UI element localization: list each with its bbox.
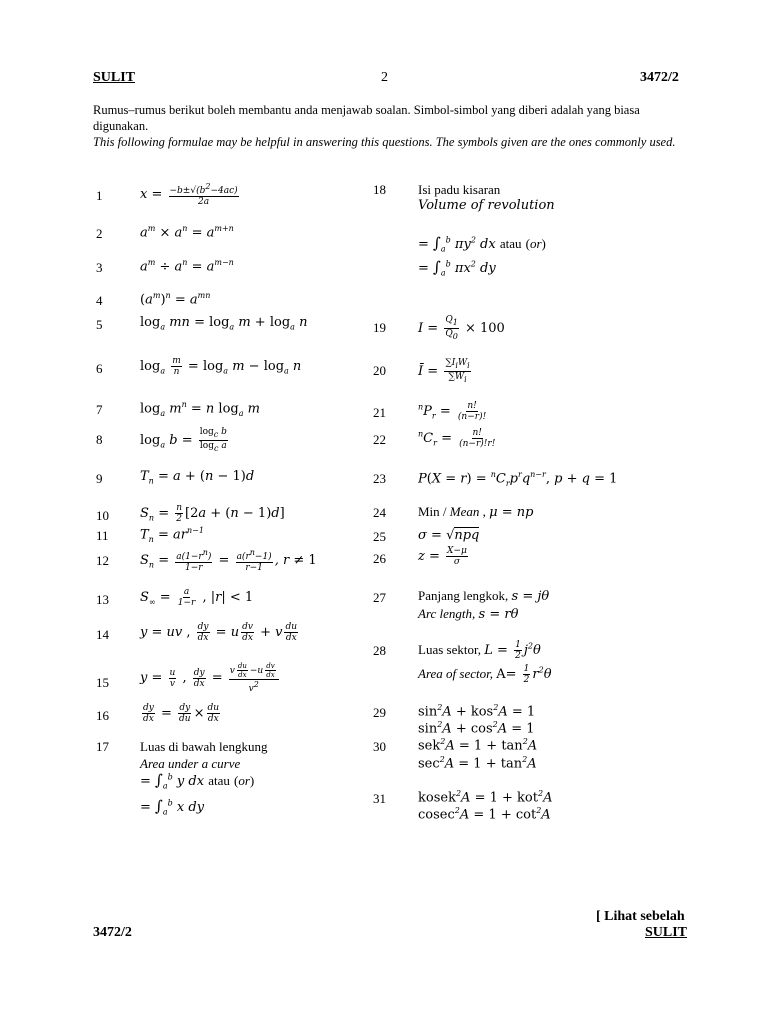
- formula-number: 29: [373, 705, 386, 720]
- formula-cosec-cot: $cosec^2A = 1 + \cot^2A$: [418, 806, 551, 823]
- formula-number: 3: [96, 260, 103, 275]
- formula-number: 22: [373, 432, 386, 447]
- formula-number: 9: [96, 471, 103, 486]
- formula-sector-area-english: Area of sector, A= $\frac{1}{2}$ $r^2\theta$: [418, 664, 552, 685]
- formula-number: 6: [96, 361, 103, 376]
- formula-kosek-kot: kosek$^2$A = 1 + kot$^2$A: [418, 789, 553, 806]
- formula-sec-tan: $\sec^2A = 1 + \tan^2A$: [418, 755, 537, 772]
- formula-combination: $^nC_r$ = $\frac{n!}{(n-r)!r!}$: [418, 428, 496, 449]
- intro-malay: Rumus–rumus berikut boleh membantu anda menjawab soalan. Simbol-simbol yang diberi adalah yang biasa digunakan.: [93, 103, 640, 133]
- formula-number: 30: [373, 739, 386, 754]
- formula-number: 17: [96, 739, 109, 754]
- or-label: or: [238, 773, 250, 788]
- formula-number: 10: [96, 508, 109, 523]
- formula-number: 18: [373, 182, 386, 197]
- formula-number: 2: [96, 226, 103, 241]
- formula-number: 12: [96, 553, 109, 568]
- formula-pythagorean-sin-kos: $\sin^2A + kos^2A = 1$: [418, 703, 536, 720]
- formula-index-divide: $a^m \div a^n = a^{m-n}$: [140, 258, 234, 275]
- page-number: 2: [381, 70, 388, 85]
- formula-volume-x2-dy: = $\int_a^b$ $\pi x^2$ dy: [418, 258, 496, 278]
- formula-z-score: z = $\frac{X-\mu}{\sigma}$: [418, 546, 467, 567]
- formula-quadratic: x = $\frac{-b\pm√(b^2-4ac)}{2a}$: [140, 182, 238, 207]
- formula-composite-index: Ī = $\sum I_iW_i$ $\sum W_i$: [418, 358, 470, 384]
- volume-revolution-english: Volume of revolution: [418, 198, 555, 213]
- formula-mean: Min / Mean , μ = np: [418, 504, 534, 520]
- formula-number: 4: [96, 293, 103, 308]
- formula-sek-tan: $sek^2A = 1 + \tan^2A$: [418, 737, 538, 754]
- formula-gp-sum: $S_n$ = $\frac{a(1-r^n)}{1-r}$ = $\frac{a(r^n-1)}{r-1}$ , r ≠ 1: [140, 548, 317, 573]
- formula-number: 14: [96, 627, 109, 642]
- formula-gp-term: $T_n = ar^{n-1}$: [140, 526, 204, 544]
- footer-paper-code: 3472/2: [93, 925, 132, 940]
- formula-ap-sum: $S_n$ = $\frac{n}{2}$ [2a + (n − 1)d]: [140, 503, 285, 524]
- formula-index-multiply: $a^m \times a^n = a^{m+n}$: [140, 224, 234, 241]
- formula-permutation: $^nP_r$ = $\frac{n!}{(n-r)!}$: [418, 401, 487, 422]
- formula-number: 23: [373, 471, 386, 486]
- formula-number: 26: [373, 551, 386, 566]
- volume-revolution-malay: Isi padu kisaran: [418, 182, 501, 197]
- formula-number: 13: [96, 592, 109, 607]
- formula-number: 28: [373, 643, 386, 658]
- formula-index-number: I = $\frac{Q_1}{Q_0}$ × 100: [418, 315, 505, 341]
- formula-sector-area-malay: Luas sektor, L = $\frac{1}{2}$ $j^2\theta$: [418, 640, 541, 661]
- formula-product-rule: y = uv , $\frac{dy}{dx}$ = u $\frac{dv}{dx}$ + v $\frac{du}{dx}$: [140, 622, 298, 643]
- formula-number: 7: [96, 402, 103, 417]
- formula-number: 27: [373, 590, 386, 605]
- formula-number: 20: [373, 363, 386, 378]
- formula-number: 19: [373, 320, 386, 335]
- formula-number: 16: [96, 708, 109, 723]
- formula-number: 1: [96, 188, 103, 203]
- formula-log-power: $\log_a m^n = n$ $\log_a m$: [140, 400, 260, 418]
- formula-quotient-rule: y = $\frac{u}{v}$ , $\frac{dy}{dx}$ = v $\frac{du}{dx}$ −u $\frac{dv}{dx}$ $v^2$: [140, 662, 281, 694]
- formula-volume-y2-dx: = $\int_a^b$ $\pi y^2$ dx atau (or): [418, 234, 546, 254]
- formula-number: 21: [373, 405, 386, 420]
- header-sulit: SULIT: [93, 70, 136, 85]
- formula-arc-length-english: Arc length, s = rθ: [418, 606, 519, 622]
- formula-gp-sum-infinity: $S_\infty$ = $\frac{a}{1-r}$ , |r| < 1: [140, 587, 254, 608]
- formula-number: 25: [373, 529, 386, 544]
- formula-index-power: $(a^m)^n = a^{mn}$: [140, 291, 211, 308]
- formula-number: 11: [96, 528, 109, 543]
- formula-number: 31: [373, 791, 386, 806]
- formula-log-change-base: $\log_a b$ = $\frac{\log_c b}{\log_c a}$: [140, 427, 227, 453]
- formula-log-product: $\log_a$ mn = $\log_a m + \log_a n$: [140, 315, 308, 332]
- formula-number: 8: [96, 432, 103, 447]
- formula-number: 5: [96, 317, 103, 332]
- formula-number: 15: [96, 675, 109, 690]
- paper-code: 3472/2: [640, 70, 679, 85]
- formula-number: 24: [373, 505, 386, 520]
- area-under-curve-malay: Luas di bawah lengkung: [140, 739, 268, 754]
- formula-binomial: $P(X = r) = ^nC_rp^rq^{n-r}$, p + q = 1: [418, 470, 618, 488]
- formula-area-y-dx: = $\int_a^b$ y dx atau (or): [140, 771, 255, 791]
- formula-pythagorean-sin-cos: $\sin^2A + \cos^2A = 1$: [418, 720, 535, 737]
- intro-english: This following formulae may be helpful in answering this questions. The symbols given are the ones commonly used.: [93, 135, 676, 149]
- formula-chain-rule: $\frac{dy}{dx}$ = $\frac{dy}{du}$ × $\frac{du}{dx}$: [143, 703, 220, 724]
- formula-ap-term: $T_n = a + (n - 1)d$: [140, 469, 255, 486]
- footer-sulit: SULIT: [645, 925, 688, 940]
- formula-std-dev: σ = √npq: [418, 528, 480, 543]
- footer-turn-page: [ Lihat sebelah: [596, 909, 685, 924]
- area-under-curve-english: Area under a curve: [140, 756, 241, 771]
- formula-arc-length-malay: Panjang lengkok, s = jθ: [418, 588, 550, 604]
- atau-label: atau: [208, 773, 230, 788]
- formula-area-x-dy: = $\int_a^b$ x dy: [140, 797, 205, 817]
- formula-log-quotient: $\log_a$ $\frac{m}{n}$ = $\log_a m - \log_a n$: [140, 356, 302, 377]
